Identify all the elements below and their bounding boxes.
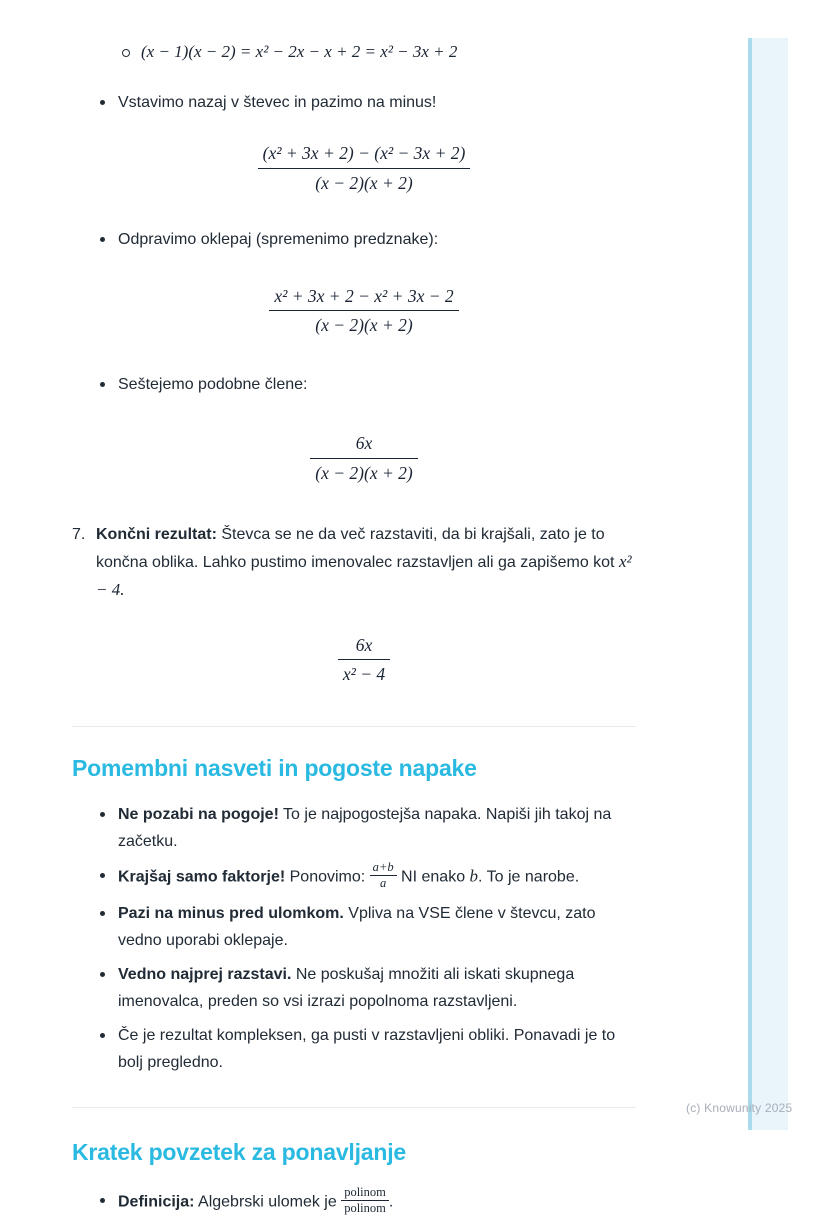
tip-text	[118, 801, 636, 855]
inline-fraction	[370, 860, 397, 891]
bullet-dot-icon	[100, 873, 105, 878]
summary-list	[72, 1187, 636, 1218]
tip-item	[72, 900, 636, 954]
fraction-denominator: x² − 4	[342, 664, 386, 685]
tip-bold-lead: Pazi na minus pred ulomkom.	[118, 905, 344, 922]
bullet-dot-icon	[100, 812, 105, 817]
section-heading-tips: Pomembni nasveti in pogoste napake	[72, 755, 477, 781]
summary-item	[72, 1187, 636, 1218]
step-bullet	[72, 226, 636, 253]
step-bullet-text: Vstavimo nazaj v števec in pazimo na minus!	[118, 94, 437, 111]
tip-body: . To je narobe.	[478, 868, 580, 886]
summary-bold-lead: Definicija:	[118, 1193, 195, 1211]
final-step-item	[72, 521, 636, 604]
fraction-denominator: polinom	[344, 1201, 386, 1215]
step-bullet	[72, 371, 636, 398]
inline-fraction	[341, 1185, 389, 1216]
math-variable: b	[469, 866, 479, 886]
fraction	[310, 432, 417, 485]
final-step-body: Števca se ne da več razstaviti, da bi krajšali, zato je to končna oblika. Lahko pustimo imenovalec razstavljen ali ga zapišemo kot	[96, 525, 619, 571]
section-divider	[72, 726, 636, 727]
display-math-block	[72, 432, 636, 485]
final-step-text	[96, 521, 636, 604]
fraction-denominator: a	[380, 876, 387, 890]
tip-text	[118, 900, 636, 954]
bullet-dot-icon	[100, 911, 105, 916]
fraction-denominator: (x − 2)(x + 2)	[315, 172, 413, 193]
fraction	[258, 142, 471, 195]
fraction	[269, 285, 458, 338]
tip-body: NI enako	[396, 868, 470, 886]
summary-body: Algebrski ulomek je	[194, 1193, 342, 1211]
tip-body: To je najpogostejša napaka. Napiši jih takoj na začetku.	[118, 806, 612, 850]
tip-body: Če je rezultat kompleksen, ga pusti v razstavljeni obliki. Ponavadi je to bolj pregledno.	[118, 1027, 616, 1071]
tip-item	[72, 862, 636, 893]
fraction-denominator: (x − 2)(x + 2)	[315, 462, 413, 483]
tip-item	[72, 801, 636, 855]
step-bullet-text: Odpravimo oklepaj (spremenimo predznake):	[118, 230, 439, 248]
list-number: 7.	[72, 525, 86, 543]
bullet-dot-icon	[100, 382, 105, 387]
fraction-denominator: (x − 2)(x + 2)	[315, 315, 413, 336]
fraction-numerator: a+b	[370, 860, 397, 876]
fraction	[338, 634, 390, 687]
bullet-dot-icon	[100, 1033, 105, 1038]
display-math-block	[72, 142, 636, 195]
bullet-dot-icon	[100, 972, 105, 977]
sub-bullet-item	[72, 42, 636, 62]
copyright-watermark: (c) Knowunity 2025	[686, 1101, 793, 1115]
tip-item	[72, 961, 636, 1015]
display-math-block	[72, 285, 636, 338]
tip-bold-lead: Vedno najprej razstavi.	[118, 966, 292, 983]
fraction-numerator: polinom	[341, 1185, 389, 1201]
tip-body: Vpliva na VSE člene v števcu, zato vedno uporabi oklepaje.	[118, 905, 596, 949]
step-bullet	[72, 89, 636, 116]
section-heading-summary: Kratek povzetek za ponavljanje	[72, 1139, 407, 1165]
display-math-block	[72, 634, 636, 687]
fraction-numerator: (x² + 3x + 2) − (x² − 3x + 2)	[262, 143, 466, 163]
bullet-dot-icon	[100, 100, 105, 105]
tip-body: Ne poskušaj množiti ali iskati skupnega imenovalca, preden so vsi izrazi popolnoma razstavljeni.	[118, 966, 575, 1010]
tip-text	[118, 862, 636, 893]
bullet-dot-icon	[100, 237, 105, 242]
inline-math: x² − 4.	[96, 551, 632, 599]
tip-bold-lead: Krajšaj samo faktorje!	[118, 868, 286, 886]
bullet-dot-icon	[100, 1198, 105, 1203]
expansion-math-line: (x − 1)(x − 2) = x² − 2x − x + 2 = x² − 3x + 2	[141, 42, 458, 61]
section-divider	[72, 1107, 636, 1108]
circle-bullet-icon	[122, 49, 130, 57]
tips-list	[72, 801, 636, 1076]
step-bullet-text: Seštejemo podobne člene:	[118, 376, 308, 393]
fraction-numerator: 6x	[355, 433, 373, 453]
fraction-numerator: 6x	[355, 634, 373, 655]
tip-text	[118, 961, 636, 1015]
fraction-numerator: x² + 3x + 2 − x² + 3x − 2	[274, 285, 454, 306]
tip-body: Ponovimo:	[285, 868, 370, 886]
final-step-label: Končni rezultat:	[96, 525, 217, 543]
tip-bold-lead: Ne pozabi na pogoje!	[118, 806, 279, 823]
page-edge-highlight-bar	[748, 38, 788, 1130]
document-content	[72, 0, 636, 1218]
tip-text	[118, 1022, 636, 1076]
summary-body: .	[388, 1193, 394, 1211]
tip-item	[72, 1022, 636, 1076]
summary-text	[118, 1187, 636, 1218]
